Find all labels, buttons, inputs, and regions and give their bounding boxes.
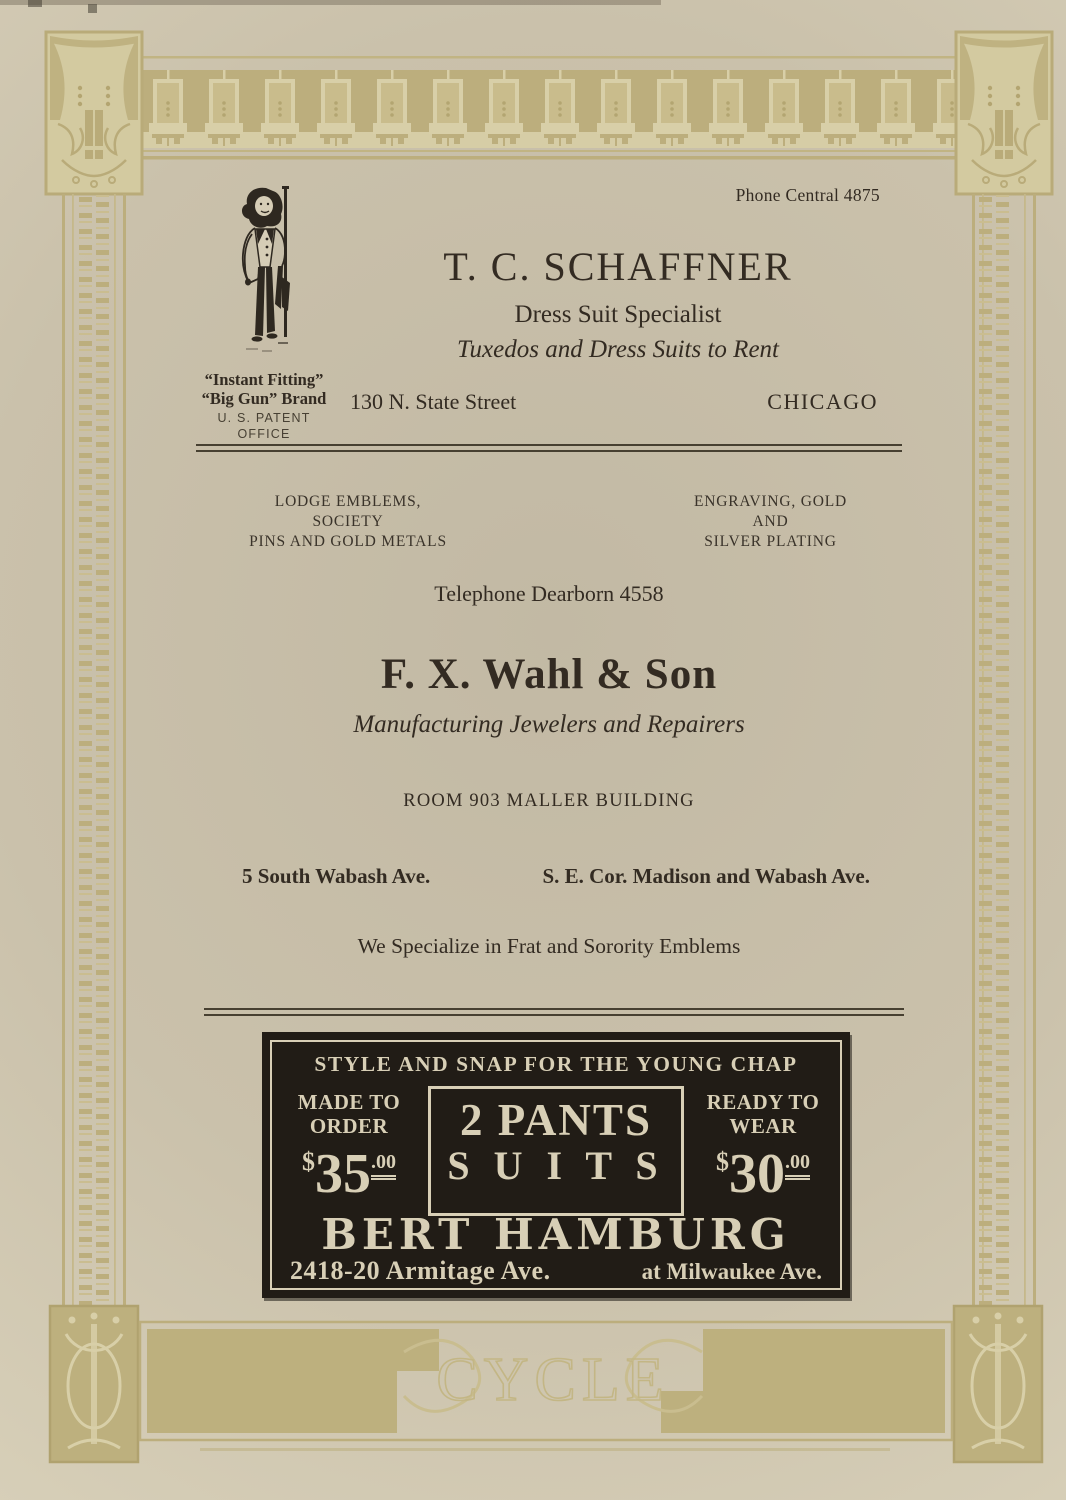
price-cents: .00: [785, 1151, 810, 1180]
made-to-order-price: [278, 1143, 420, 1206]
wahl-address-left: 5 South Wabash Ave.: [242, 864, 431, 888]
ready-to-wear-price: [692, 1143, 834, 1206]
wahl-services-left-line1: LODGE EMBLEMS, SOCIETY: [274, 493, 422, 530]
schaffner-tagline: Tuxedos and Dress Suits to Rent: [457, 336, 779, 363]
hamburg-headline: STYLE AND SNAP FOR THE YOUNG CHAP: [314, 1052, 798, 1076]
wahl-services-right-line1: ENGRAVING, GOLD AND: [694, 493, 847, 530]
wahl-address-row: [242, 864, 870, 889]
schaffner-city: CHICAGO: [767, 389, 878, 414]
hamburg-address-row: [290, 1256, 822, 1286]
hamburg-made-to-order: [278, 1086, 420, 1216]
section-divider-rule: [204, 1008, 904, 1016]
wahl-services-right-line2: SILVER PLATING: [704, 532, 837, 550]
ready-to-wear-line1: READY TO: [706, 1090, 820, 1114]
footer-ornament-text: CYCLE: [436, 1346, 670, 1414]
wahl-tagline: Manufacturing Jewelers and Repairers: [353, 711, 745, 738]
mascot-caption-line3: U. S. PATENT: [217, 410, 311, 425]
hamburg-ready-to-wear: [692, 1086, 834, 1216]
price-number: 35: [315, 1143, 371, 1206]
wahl-specialty: We Specialize in Frat and Sorority Emblems: [357, 934, 741, 958]
made-to-order-line1: MADE TO: [297, 1090, 401, 1114]
schaffner-specialty: Dress Suit Specialist: [514, 301, 722, 328]
schaffner-phone: Phone Central 4875: [735, 185, 880, 205]
wahl-services-left-line2: PINS AND GOLD METALS: [249, 532, 447, 550]
price-number: 30: [729, 1143, 785, 1206]
product-line2: S U I T S: [447, 1143, 665, 1189]
dollar-sign: $: [716, 1147, 729, 1177]
mascot-caption: [190, 371, 338, 441]
mascot-caption-line1: “Instant Fitting”: [204, 370, 324, 389]
wahl-address-right: S. E. Cor. Madison and Wabash Ave.: [542, 864, 870, 888]
schaffner-address-row: [350, 389, 878, 415]
hamburg-cross-street: at Milwaukee Ave.: [641, 1259, 822, 1284]
hamburg-product-box: [428, 1086, 684, 1216]
wahl-location: ROOM 903 MALLER BUILDING: [403, 791, 695, 811]
ready-to-wear-line2: WEAR: [729, 1114, 797, 1139]
made-to-order-line2: ORDER: [309, 1114, 389, 1139]
section-divider-rule: [196, 444, 902, 452]
hamburg-ad-panel: [262, 1032, 850, 1298]
hamburg-offer-row: [278, 1086, 834, 1216]
wahl-services-row: [238, 492, 863, 551]
mascot-caption-line2: “Big Gun” Brand: [201, 388, 327, 408]
dollar-sign: $: [302, 1147, 315, 1177]
hamburg-address: 2418-20 Armitage Ave.: [290, 1256, 551, 1285]
wahl-services-right: [678, 492, 863, 551]
hamburg-name: BERT HAMBURG: [321, 1210, 791, 1259]
price-cents: .00: [371, 1151, 396, 1180]
wahl-services-left: [238, 492, 458, 551]
product-line1: 2 PANTS: [460, 1095, 652, 1145]
schaffner-name: T. C. SCHAFFNER: [443, 244, 793, 289]
wahl-phone: Telephone Dearborn 4558: [434, 581, 664, 606]
wahl-name: F. X. Wahl & Son: [380, 651, 718, 698]
mascot-caption-line4: OFFICE: [237, 426, 291, 441]
schaffner-street: 130 N. State Street: [350, 389, 517, 414]
lion-mascot-illustration: [222, 181, 317, 371]
